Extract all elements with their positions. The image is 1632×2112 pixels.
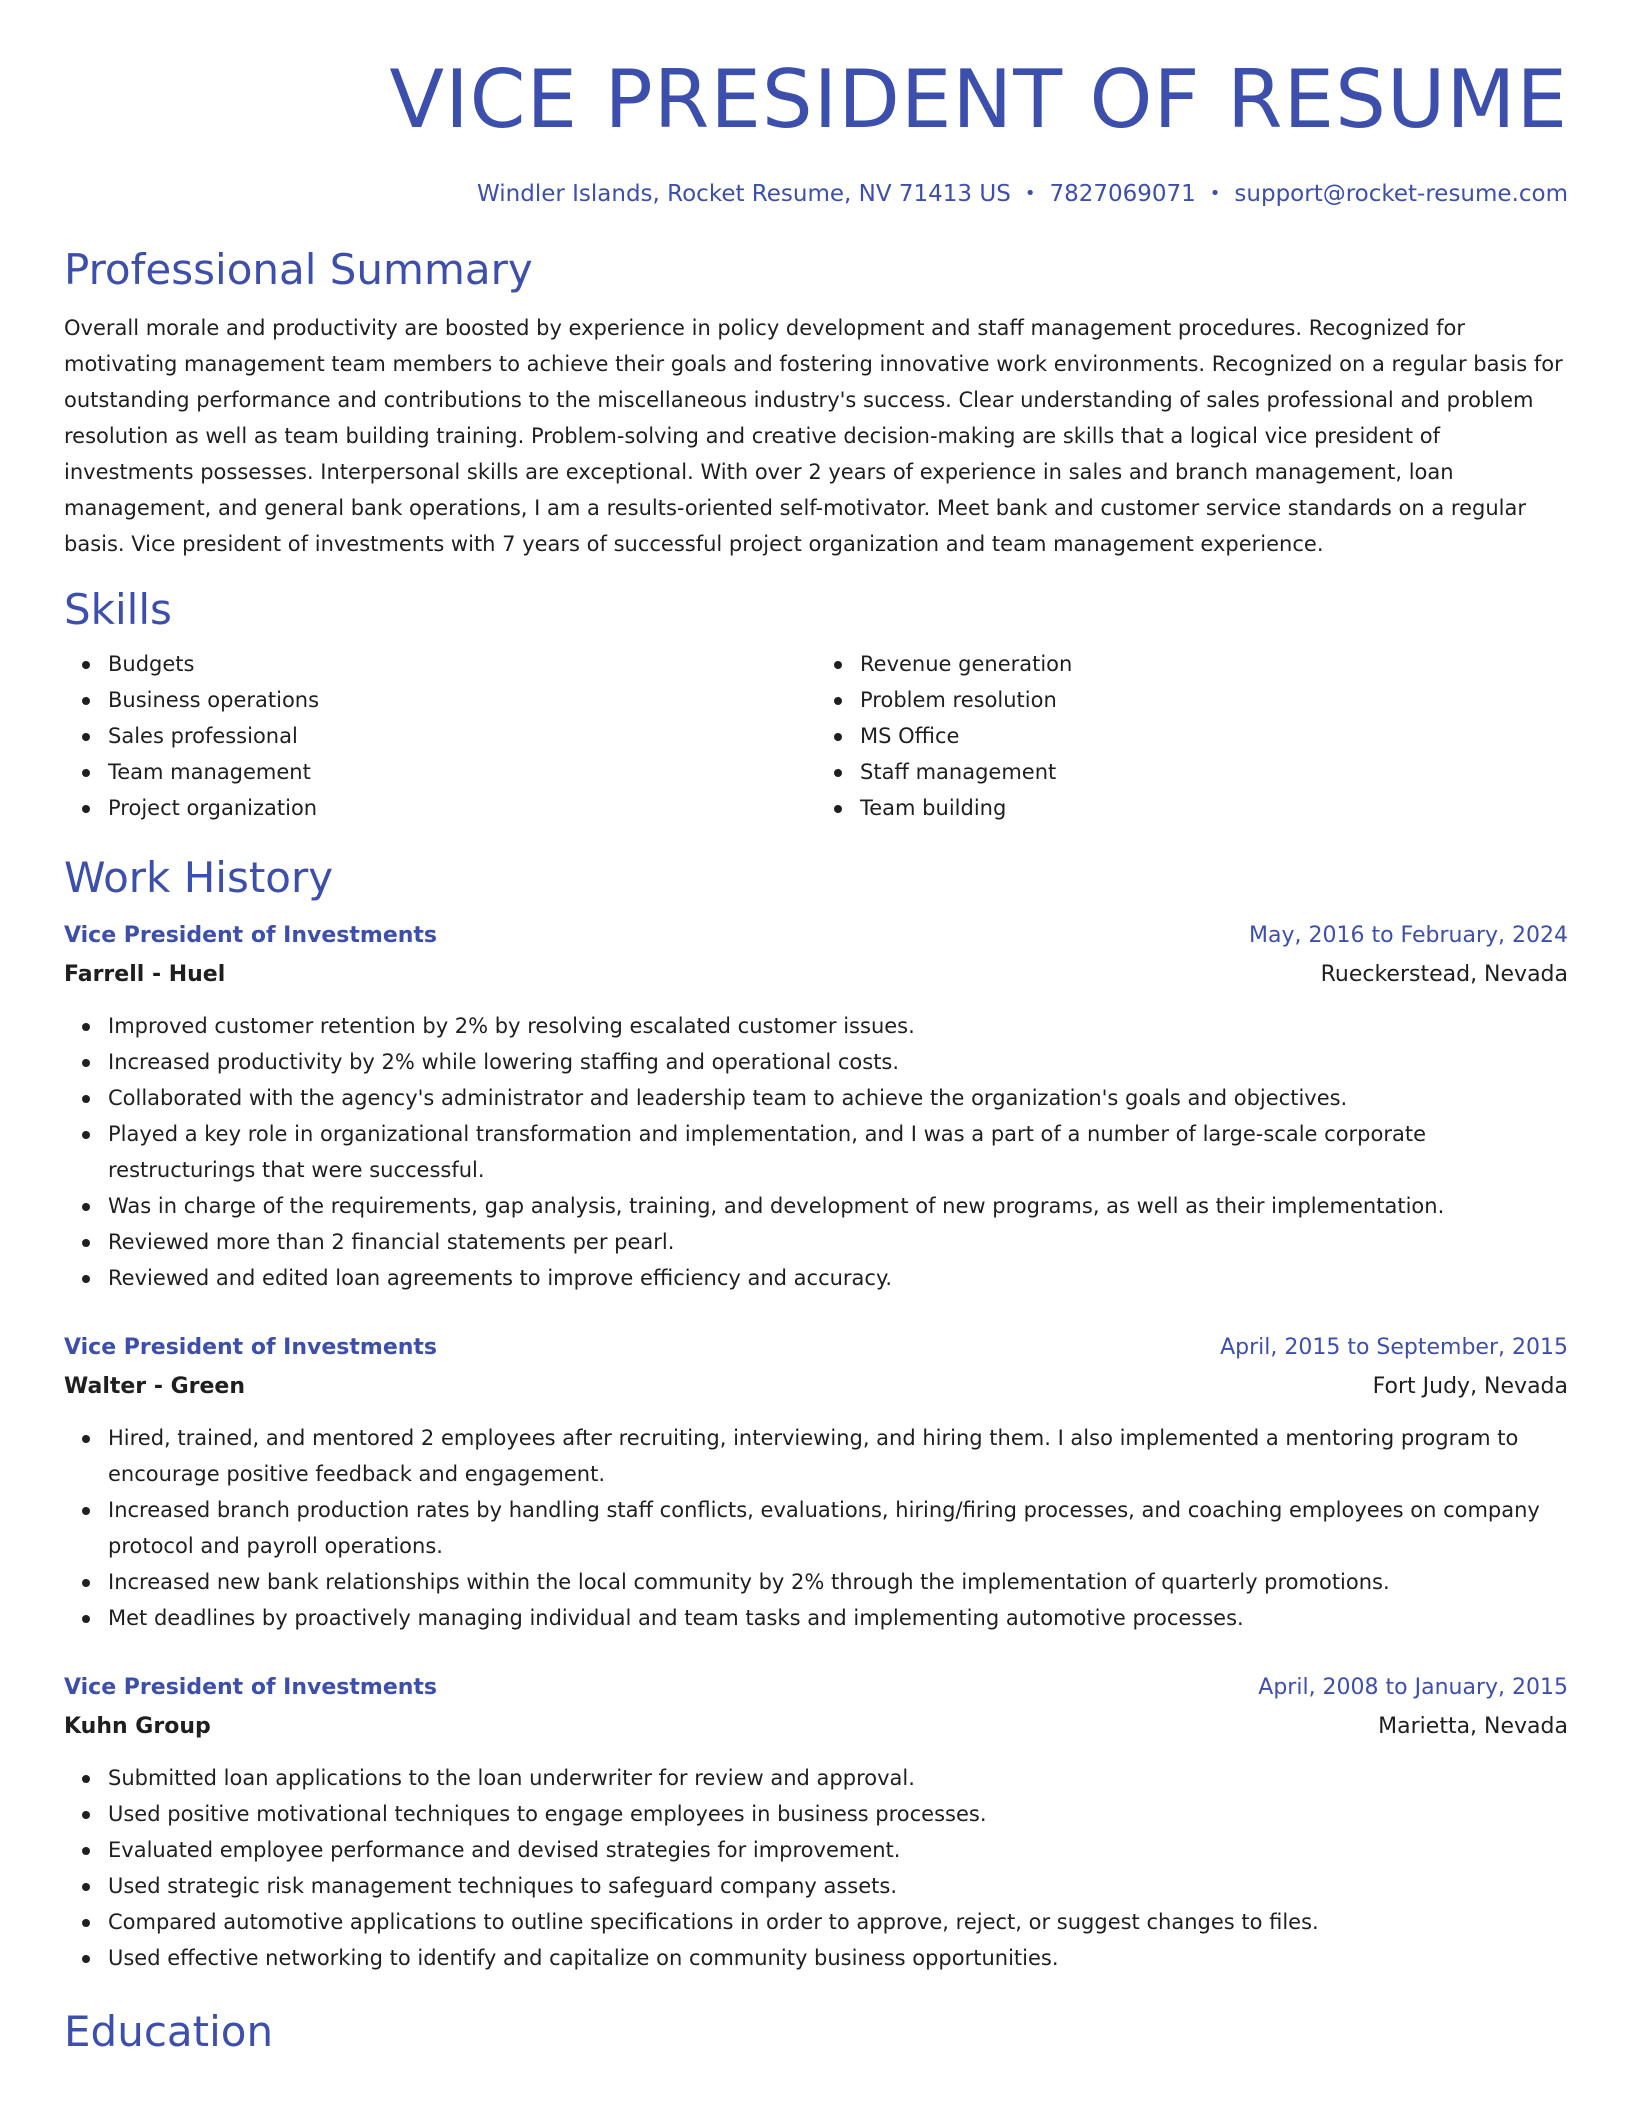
job-subheader: [64, 954, 1568, 996]
skill-item: Team management: [108, 754, 816, 790]
candidate-name: VICE PRESIDENT OF RESUME: [389, 53, 1568, 146]
separator-dot: •: [1209, 183, 1221, 204]
job-header: [64, 1330, 1568, 1366]
job-location: Fort Judy, Nevada: [1372, 1374, 1568, 1399]
job-dates: April, 2015 to September, 2015: [1220, 1335, 1568, 1360]
skills-column-right: [816, 646, 1568, 826]
job-bullet: Used effective networking to identify and capitalize on community business opportunities.: [108, 1940, 1568, 1976]
skill-item: Problem resolution: [860, 682, 1568, 718]
job-bullet: Was in charge of the requirements, gap analysis, training, and development of new programs, as well as their implementation.: [108, 1188, 1568, 1224]
skill-item: Business operations: [108, 682, 816, 718]
skill-item: Staff management: [860, 754, 1568, 790]
job-bullet: Collaborated with the agency's administrator and leadership team to achieve the organization's goals and objectives.: [108, 1080, 1568, 1116]
skills-list: [64, 646, 1568, 826]
skill-item: Team building: [860, 790, 1568, 826]
education-heading: Education: [64, 2007, 274, 2056]
job-title: Vice President of Investments: [64, 1335, 438, 1360]
job-bullet: Evaluated employee performance and devised strategies for improvement.: [108, 1832, 1568, 1868]
company-name: Walter - Green: [64, 1374, 246, 1399]
job-entry: [64, 1670, 1568, 1976]
job-subheader: [64, 1366, 1568, 1408]
job-bullet: Used positive motivational techniques to engage employees in business processes.: [108, 1796, 1568, 1832]
skill-item: Project organization: [108, 790, 816, 826]
company-name: Kuhn Group: [64, 1714, 211, 1739]
skill-item: Revenue generation: [860, 646, 1568, 682]
job-bullet: Used strategic risk management techniques to safeguard company assets.: [108, 1868, 1568, 1904]
phone: 7827069071: [1049, 181, 1196, 207]
job-location: Rueckerstead, Nevada: [1320, 962, 1568, 987]
job-bullet: Reviewed and edited loan agreements to improve efficiency and accuracy.: [108, 1260, 1568, 1296]
job-bullet: Increased productivity by 2% while lowering staffing and operational costs.: [108, 1044, 1568, 1080]
company-name: Farrell - Huel: [64, 962, 226, 987]
email-link[interactable]: support@rocket-resume.com: [1234, 181, 1568, 207]
summary-heading: Professional Summary: [64, 245, 533, 294]
job-bullets: [64, 1420, 1568, 1636]
skills-column-left: [64, 646, 816, 826]
job-bullet: Submitted loan applications to the loan underwriter for review and approval.: [108, 1760, 1568, 1796]
job-bullet: Hired, trained, and mentored 2 employees after recruiting, interviewing, and hiring them. I also implemented a mentoring program to encourage positive feedback and engagement.: [108, 1420, 1568, 1492]
contact-line: [64, 178, 1568, 210]
job-entry: [64, 1330, 1568, 1636]
job-dates: April, 2008 to January, 2015: [1258, 1675, 1568, 1700]
address: Windler Islands, Rocket Resume, NV 71413 US: [477, 181, 1011, 207]
job-bullet: Increased new bank relationships within the local community by 2% through the implementation of quarterly promotions.: [108, 1564, 1568, 1600]
job-bullet: Compared automotive applications to outline specifications in order to approve, reject, or suggest changes to files.: [108, 1904, 1568, 1940]
job-bullet: Improved customer retention by 2% by resolving escalated customer issues.: [108, 1008, 1568, 1044]
job-bullets: [64, 1008, 1568, 1296]
job-subheader: [64, 1706, 1568, 1748]
job-bullet: Reviewed more than 2 financial statements per pearl.: [108, 1224, 1568, 1260]
job-bullets: [64, 1760, 1568, 1976]
skill-item: MS Office: [860, 718, 1568, 754]
separator-dot: •: [1024, 183, 1036, 204]
job-location: Marietta, Nevada: [1378, 1714, 1568, 1739]
job-header: [64, 918, 1568, 954]
job-header: [64, 1670, 1568, 1706]
job-bullet: Played a key role in organizational transformation and implementation, and I was a part of a number of large-scale corporate restructurings that were successful.: [108, 1116, 1568, 1188]
work-history-heading: Work History: [64, 853, 334, 902]
skill-item: Sales professional: [108, 718, 816, 754]
job-title: Vice President of Investments: [64, 1675, 438, 1700]
job-entry: [64, 918, 1568, 1296]
skills-heading: Skills: [64, 585, 172, 634]
skill-item: Budgets: [108, 646, 816, 682]
job-title: Vice President of Investments: [64, 923, 438, 948]
job-dates: May, 2016 to February, 2024: [1249, 923, 1568, 948]
job-bullet: Met deadlines by proactively managing individual and team tasks and implementing automotive processes.: [108, 1600, 1568, 1636]
job-bullet: Increased branch production rates by handling staff conflicts, evaluations, hiring/firing processes, and coaching employees on company protocol and payroll operations.: [108, 1492, 1568, 1564]
summary-text: Overall morale and productivity are boosted by experience in policy development and staff management procedures. Recognized for motivating management team members to achieve their goals and fostering innovative work environments. Recognized on a regular basis for outstanding performance and contributions to the miscellaneous industry's success. Clear understanding of sales professional and problem resolution as well as team building training. Problem-solving and creative decision-making are skills that a logical vice president of investments possesses. Interpersonal skills are exceptional. With over 2 years of experience in sales and branch management, loan management, and general bank operations, I am a results-oriented self-motivator. Meet bank and customer service standards on a regular basis. Vice president of investments with 7 years of successful project organization and team management experience.: [64, 316, 1563, 556]
